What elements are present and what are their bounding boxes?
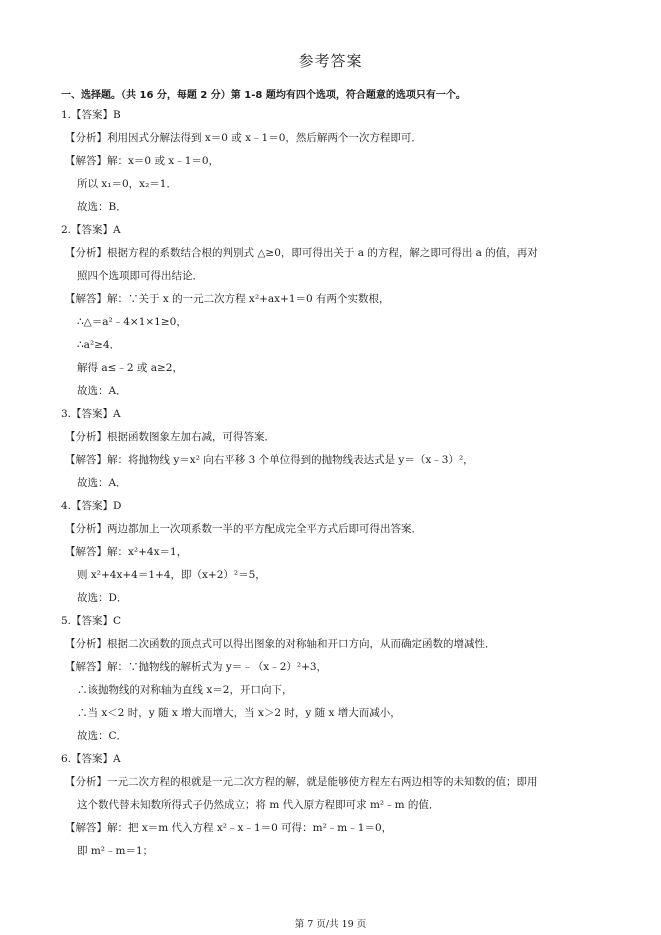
- answer-line: 【分析】一元二次方程的根就是一元二次方程的解，就是能够使方程左右两边相等的未知数的值；即用: [65, 776, 538, 788]
- answer-line: 故选：B．: [77, 201, 127, 213]
- answer-line: 【解答】解：x＝0 或 x﹣1＝0，: [65, 155, 220, 167]
- answer-line: 【解答】解：把 x＝m 代入方程 x²﹣x﹣1＝0 可得：m²﹣m﹣1＝0，: [65, 822, 393, 834]
- answer-number: 2.【答案】A: [61, 224, 121, 236]
- answer-line: 故选：A．: [77, 385, 127, 397]
- answer-number: 1.【答案】B: [61, 109, 121, 121]
- answer-number: 3.【答案】A: [61, 408, 121, 420]
- answer-line: 【解答】解：∵抛物线的解析式为 y＝﹣（x﹣2）²+3，: [65, 661, 328, 673]
- answer-line: 【解答】解：∵关于 x 的一元二次方程 x²+ax+1＝0 有两个实数根，: [65, 293, 390, 305]
- answer-line: 【分析】利用因式分解法得到 x＝0 或 x﹣1＝0，然后解两个一次方程即可．: [65, 132, 422, 144]
- answer-line: ∴当 x＜2 时，y 随 x 增大而增大，当 x＞2 时，y 随 x 增大而减小，: [77, 707, 401, 719]
- answer-line: 照四个选项即可得出结论．: [77, 270, 203, 282]
- answer-line: 【分析】根据方程的系数结合根的判别式 △≥0，即可得出关于 a 的方程，解之即可得出 a 的值，再对: [65, 247, 538, 259]
- answer-line: 【分析】两边都加上一次项系数一半的平方配成完全平方式后即可得出答案．: [65, 523, 422, 535]
- answer-line: 所以 x₁＝0，x₂＝1．: [77, 178, 177, 190]
- answer-line: 这个数代替未知数所得式子仍然成立；将 m 代入原方程即可求 m²﹣m 的值．: [77, 799, 440, 811]
- answer-line: 【解答】解：将抛物线 y＝x² 向右平移 3 个单位得到的抛物线表达式是 y＝（x﹣3）²，: [65, 454, 474, 466]
- answer-item: [61, 104, 621, 219]
- answer-number: 4.【答案】D: [61, 500, 122, 512]
- answer-line: 故选：C．: [77, 730, 128, 742]
- answer-number: 5.【答案】C: [61, 615, 122, 627]
- answer-list: [61, 104, 621, 863]
- answer-line: 【分析】根据二次函数的顶点式可以得出图象的对称轴和开口方向，从而确定函数的增减性．: [65, 638, 496, 650]
- answer-line: 即 m²﹣m＝1；: [77, 845, 154, 857]
- answer-line: 故选：A．: [77, 477, 127, 489]
- answer-line: ∴△＝a²﹣4×1×1≥0，: [77, 316, 187, 328]
- answer-item: [61, 495, 621, 610]
- answer-item: [61, 610, 621, 748]
- answer-number: 6.【答案】A: [61, 753, 121, 765]
- page-title: 参考答案: [298, 52, 363, 70]
- answer-line: 【解答】解：x²+4x＝1，: [65, 546, 188, 558]
- section-header: 一、选择题。（共 16 分，每题 2 分）第 1-8 题均有四个选项，符合题意的选项只有一个。: [61, 90, 466, 101]
- answer-line: ∴a²≥4．: [77, 339, 121, 351]
- answer-item: [61, 403, 621, 495]
- page-footer: 第 7 页/共 19 页: [294, 919, 367, 930]
- answer-line: 故选：D．: [77, 592, 128, 604]
- answer-line: ∴该抛物线的对称轴为直线 x＝2，开口向下，: [77, 684, 293, 696]
- answer-line: 则 x²+4x+4＝1+4，即（x+2）²＝5，: [77, 569, 266, 581]
- answer-line: 解得 a≤﹣2 或 a≥2，: [77, 362, 183, 374]
- answer-line: 【分析】根据函数图象左加右减，可得答案．: [65, 431, 275, 443]
- answer-item: [61, 748, 621, 863]
- answer-item: [61, 219, 621, 403]
